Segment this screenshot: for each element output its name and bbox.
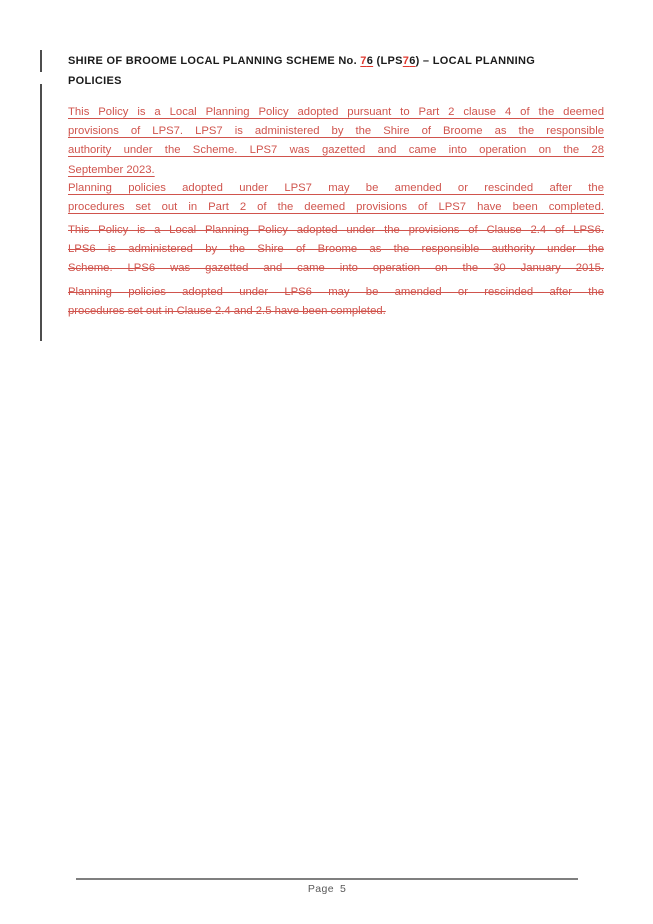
deleted-paragraph-lps6-amendment (68, 283, 604, 321)
document-title-line2: POLICIES (68, 75, 122, 87)
footer-divider (76, 878, 578, 880)
inserted-scheme-number: 7 (402, 55, 410, 67)
text-line: provisions of LPS7. LPS7 is administered by the Shire of Broome as the responsible (68, 125, 604, 138)
document-title-line1 (68, 51, 628, 71)
page-number-label: Page (307, 883, 334, 895)
scheme-number-digit: 6 (366, 55, 374, 67)
text-line: procedures set out in Clause 2.4 and 2.5 have been completed. (68, 305, 386, 318)
inserted-paragraph-lps7-amendment (68, 179, 604, 217)
text-line: Scheme. LPS6 was gazetted and came into operation on the 30 January 2015. (68, 262, 604, 275)
text-line: Planning policies adopted under LPS6 may be amended or rescinded after the (68, 286, 604, 298)
inserted-scheme-number: 7 (360, 55, 367, 67)
change-bar-heading (40, 50, 42, 72)
title-text: SHIRE OF BROOME LOCAL PLANNING SCHEME No. (68, 55, 361, 67)
title-text: (LPS (373, 55, 403, 67)
text-line: September 2023. (68, 163, 155, 176)
text-line: LPS6 is administered by the Shire of Broome as the responsible authority under the (68, 243, 604, 256)
document-title (68, 51, 628, 91)
page-number (76, 883, 578, 895)
scheme-number-digit: 6 (409, 55, 416, 67)
deleted-paragraph-lps6-adoption (68, 221, 604, 279)
page-number-value: 5 (339, 883, 347, 895)
text-line: procedures set out in Part 2 of the deemed provisions of LPS7 have been completed. (68, 201, 604, 214)
text-line: This Policy is a Local Planning Policy adopted under the provisions of Clause 2.4 of LPS6. (68, 224, 604, 236)
title-text: ) – LOCAL PLANNING (415, 55, 536, 67)
text-line: Planning policies adopted under LPS7 may be amended or rescinded after the (68, 182, 604, 194)
text-line: authority under the Scheme. LPS7 was gazetted and came into operation on the 28 (68, 144, 604, 157)
change-bar-body (40, 84, 42, 341)
text-line: This Policy is a Local Planning Policy adopted pursuant to Part 2 clause 4 of the deemed (68, 106, 604, 118)
inserted-paragraph-lps7-adoption (68, 103, 604, 180)
